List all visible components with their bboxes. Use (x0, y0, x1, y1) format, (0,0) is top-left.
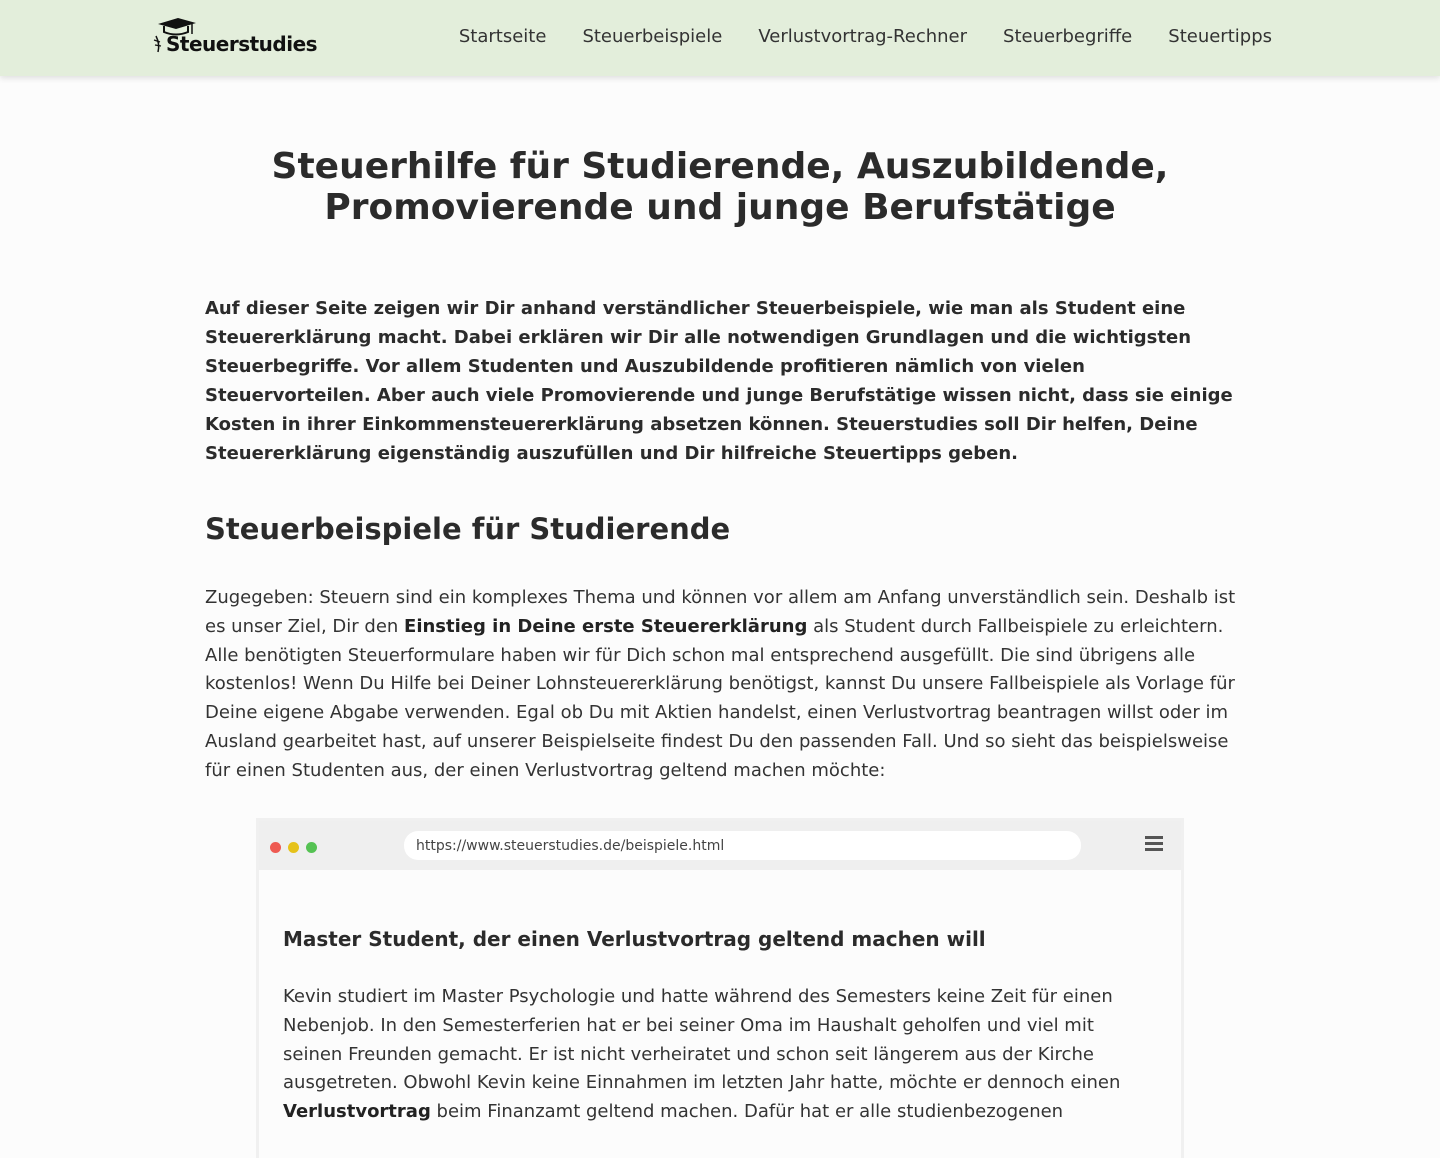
intro-paragraph: Auf dieser Seite zeigen wir Dir anhand verständlicher Steuerbeispiele, wie man als Student eine Steuererklärung macht. Dabei erklären wir Dir alle notwendigen Grundlagen und die wichtigsten Steuerbegriffe. Vor allem Studenten und Auszubildende profitieren nämlich von vielen Steuervorteilen. Aber auch viele Promovierende und junge Berufstätige wissen nicht, dass sie einige Kosten in ihrer Einkommensteuererklärung absetzen können. Steuerstudies soll Dir helfen, Deine Steuererklärung eigenständig auszufüllen und Dir hilfreiche Steuertipps geben. (205, 298, 1233, 464)
site-header (0, 0, 1440, 76)
logo-text: Steuerstudies (166, 32, 318, 56)
browser-mockup (256, 818, 1184, 1158)
nav-link-steuerbeispiele[interactable]: Steuerbeispiele (582, 26, 723, 47)
example-text (283, 983, 1143, 1127)
page-title-line2: Promovierende und junge Berufstätige (324, 187, 1116, 228)
maximize-dot-icon (306, 842, 317, 853)
page-title-line1: Steuerhilfe für Studierende, Auszubildende, (271, 146, 1169, 187)
url-bar[interactable] (404, 831, 1081, 860)
nav-link-verlustvortrag-rechner[interactable]: Verlustvortrag-Rechner (758, 26, 968, 47)
section-heading: Steuerbeispiele für Studierende (205, 512, 731, 546)
body-text-part1: Zugegeben: Steuern sind ein komplexes Thema und können vor allem am Anfang unverständlich sein. Deshalb ist es unser Ziel, Dir den (205, 587, 1236, 637)
site-logo[interactable] (152, 14, 318, 62)
body-text-bold: Einstieg in Deine erste Steuererklärung (404, 615, 808, 637)
example-title: Master Student, der einen Verlustvortrag geltend machen will (283, 927, 986, 951)
example-text-part2: beim Finanzamt geltend machen. Dafür hat er alle studienbezogenen (430, 1101, 1064, 1123)
page-title (200, 146, 1240, 228)
nav-link-steuertipps[interactable]: Steuertipps (1168, 26, 1272, 47)
example-text-part1: Kevin studiert im Master Psychologie und hatte während des Semesters keine Zeit für einen Nebenjob. In den Semesterferien hat er bei seiner Oma im Haushalt geholfen und viel mit seinen Freunden gemacht. Er ist nicht verheiratet und schon seit längerem aus der Kirche ausgetreten. Obwohl Kevin keine Einnahmen im letzten Jahr hatte, möchte er dennoch einen (283, 986, 1121, 1094)
browser-toolbar (259, 821, 1181, 870)
close-dot-icon (270, 842, 281, 853)
minimize-dot-icon (288, 842, 299, 853)
example-text-bold: Verlustvortrag (283, 1101, 431, 1123)
nav-link-startseite[interactable]: Startseite (458, 26, 547, 47)
main-navigation (459, 24, 1272, 50)
body-paragraph (205, 584, 1245, 786)
nav-link-steuerbegriffe[interactable]: Steuerbegriffe (1003, 26, 1133, 47)
body-text-part2: als Student durch Fallbeispiele zu erleichtern. Alle benötigten Steuerformulare haben wir für Dich schon mal entsprechend ausgefüllt. Die sind übrigens alle kostenlos! Wenn Du Hilfe bei Deiner Lohnsteuererklärung benötigst, kannst Du unsere Fallbeispiele als Vorlage für Deine eigene Abgabe verwenden. Egal ob Du mit Aktien handelst, einen Verlustvortrag beantragen willst oder im Ausland gearbeitet hast, auf unserer Beispielseite findest Du den passenden Fall. Und so sieht das beispielsweise für einen Studenten aus, der einen Verlustvortrag geltend machen möchte: (205, 615, 1235, 781)
hamburger-menu-icon[interactable] (1145, 836, 1163, 852)
